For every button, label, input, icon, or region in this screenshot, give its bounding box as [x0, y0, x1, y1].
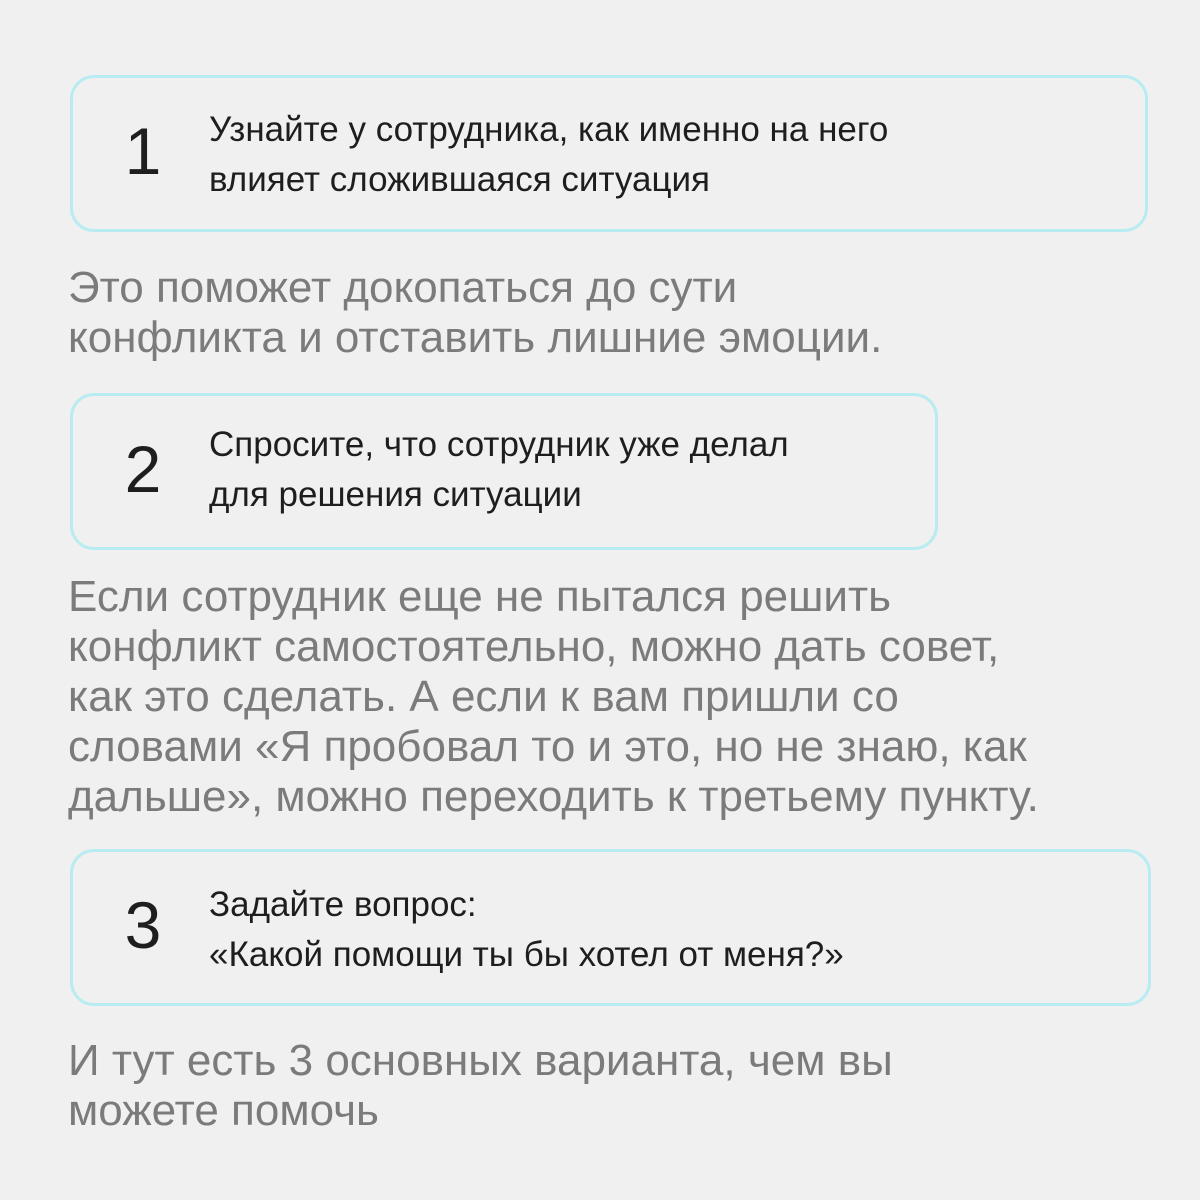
- step-note-3: И тут есть 3 основных варианта, чем вы можете помочь: [68, 1036, 893, 1135]
- step-note-1: Это поможет докопаться до сути конфликта и отставить лишние эмоции.: [68, 263, 883, 362]
- step-number: 3: [124, 888, 162, 962]
- step-card-1: [70, 75, 1148, 232]
- step-number: 2: [124, 432, 162, 506]
- step-note-2: Если сотрудник еще не пытался решить конфликт самостоятельно, можно дать совет, как это сделать. А если к вам пришли со словами «Я пробовал то и это, но не знаю, как дальше», можно переходить к третьему пункту.: [68, 572, 1039, 821]
- step-number: 1: [124, 114, 162, 188]
- step-instruction: Узнайте у сотрудника, как именно на него влияет сложившаяся ситуация: [209, 110, 889, 199]
- step-instruction: Спросите, что сотрудник уже делал для решения ситуации: [209, 425, 789, 514]
- step-card-3: [70, 849, 1151, 1006]
- step-instruction: Задайте вопрос: «Какой помощи ты бы хотел от меня?»: [209, 885, 844, 974]
- step-card-2: [70, 393, 938, 550]
